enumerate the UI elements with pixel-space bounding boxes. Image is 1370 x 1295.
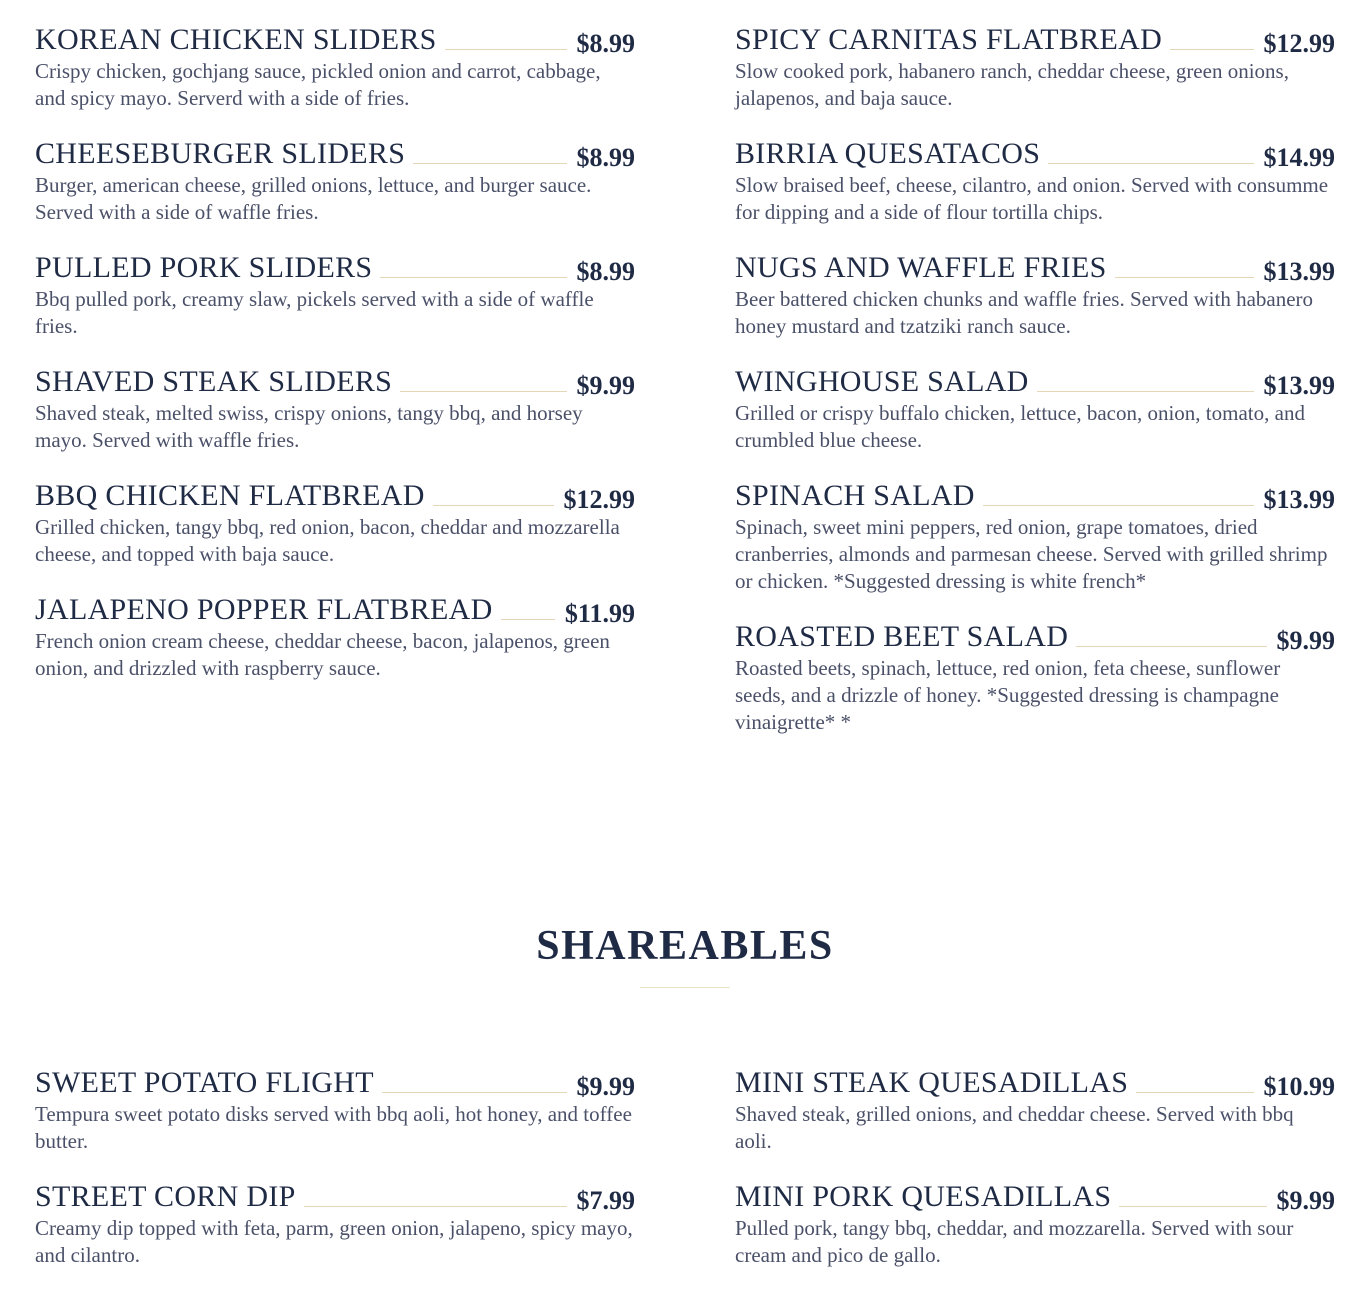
leader-line — [400, 391, 566, 392]
item-price: $9.99 — [576, 371, 635, 400]
leader-line — [983, 505, 1254, 506]
menu-item — [35, 252, 635, 340]
item-name: WINGHOUSE SALAD — [735, 365, 1029, 398]
item-name: KOREAN CHICKEN SLIDERS — [35, 23, 437, 56]
item-price: $11.99 — [564, 599, 635, 628]
item-name: CHEESEBURGER SLIDERS — [35, 137, 406, 170]
section-divider — [640, 987, 730, 988]
item-price: $12.99 — [1263, 29, 1335, 58]
item-description: Slow braised beef, cheese, cilantro, and onion. Served with consumme for dipping and a side of flour tortilla chips. — [735, 173, 1329, 224]
item-name: SPINACH SALAD — [735, 479, 975, 512]
item-description: Pulled pork, tangy bbq, cheddar, and mozzarella. Served with sour cream and pico de gallo. — [735, 1216, 1294, 1267]
item-description: Roasted beets, spinach, lettuce, red onion, feta cheese, sunflower seeds, and a drizzle of honey. *Suggested dressing is champagne vinaigrette* * — [735, 656, 1281, 734]
menu-item — [35, 24, 635, 112]
item-name: SWEET POTATO FLIGHT — [35, 1066, 374, 1099]
leader-line — [1115, 277, 1254, 278]
item-description: French onion cream cheese, cheddar cheese, bacon, jalapenos, green onion, and drizzled with raspberry sauce. — [35, 629, 610, 680]
item-description: Grilled or crispy buffalo chicken, lettuce, bacon, onion, tomato, and crumbled blue cheese. — [735, 401, 1305, 452]
item-price: $9.99 — [1276, 626, 1335, 655]
leader-line — [382, 1092, 567, 1093]
menu-item — [35, 1181, 635, 1269]
menu-item — [735, 252, 1335, 340]
leader-line — [304, 1206, 567, 1207]
menu-column-right — [735, 24, 1335, 762]
item-description: Spinach, sweet mini peppers, red onion, grape tomatoes, dried cranberries, almonds and parmesan cheese. Served with grilled shrimp or chicken. *Suggested dressing is white french* — [735, 515, 1328, 593]
item-price: $13.99 — [1263, 257, 1335, 286]
item-description: Creamy dip topped with feta, parm, green onion, jalapeno, spicy mayo, and cilantro. — [35, 1216, 633, 1267]
leader-line — [1170, 49, 1253, 50]
menu-item — [35, 594, 635, 682]
leader-line — [1076, 646, 1266, 647]
item-description: Tempura sweet potato disks served with bbq aoli, hot honey, and toffee butter. — [35, 1102, 632, 1153]
item-description: Beer battered chicken chunks and waffle fries. Served with habanero honey mustard and tzatziki ranch sauce. — [735, 287, 1314, 338]
menu-item — [735, 24, 1335, 112]
item-name: BBQ CHICKEN FLATBREAD — [35, 479, 425, 512]
leader-line — [433, 505, 554, 506]
item-description: Crispy chicken, gochjang sauce, pickled onion and carrot, cabbage, and spicy mayo. Serverd with a side of fries. — [35, 59, 601, 110]
item-name: SHAVED STEAK SLIDERS — [35, 365, 393, 398]
menu-item — [735, 1067, 1335, 1155]
item-description: Shaved steak, melted swiss, crispy onions, tangy bbq, and horsey mayo. Served with waffle fries. — [35, 401, 583, 452]
shareables-column-right — [735, 1067, 1335, 1295]
item-name: JALAPENO POPPER FLATBREAD — [35, 593, 493, 626]
leader-line — [501, 619, 555, 620]
item-price: $10.99 — [1263, 1072, 1335, 1101]
leader-line — [445, 49, 567, 50]
item-name: MINI PORK QUESADILLAS — [735, 1180, 1112, 1213]
item-price: $13.99 — [1263, 485, 1335, 514]
item-price: $9.99 — [576, 1072, 635, 1101]
item-price: $12.99 — [563, 485, 635, 514]
item-price: $8.99 — [576, 257, 635, 286]
menu-item — [35, 366, 635, 454]
item-price: $7.99 — [576, 1186, 635, 1215]
leader-line — [1048, 163, 1253, 164]
item-name: BIRRIA QUESATACOS — [735, 137, 1041, 170]
item-description: Burger, american cheese, grilled onions, lettuce, and burger sauce. Served with a side of waffle fries. — [35, 173, 592, 224]
item-name: SPICY CARNITAS FLATBREAD — [735, 23, 1163, 56]
menu-item — [35, 1067, 635, 1155]
item-name: PULLED PORK SLIDERS — [35, 251, 373, 284]
menu-item — [735, 480, 1335, 595]
item-name: ROASTED BEET SALAD — [735, 620, 1069, 653]
item-name: MINI STEAK QUESADILLAS — [735, 1066, 1129, 1099]
leader-line — [380, 277, 566, 278]
leader-line — [1136, 1092, 1253, 1093]
menu-item — [735, 138, 1335, 226]
item-price: $8.99 — [576, 143, 635, 172]
item-description: Slow cooked pork, habanero ranch, cheddar cheese, green onions, jalapenos, and baja sauce. — [735, 59, 1289, 110]
leader-line — [413, 163, 566, 164]
menu-column-left — [35, 24, 635, 708]
menu-item — [35, 138, 635, 226]
item-description: Bbq pulled pork, creamy slaw, pickels served with a side of waffle fries. — [35, 287, 594, 338]
item-name: NUGS AND WAFFLE FRIES — [735, 251, 1107, 284]
menu-item — [735, 1181, 1335, 1269]
item-description: Grilled chicken, tangy bbq, red onion, bacon, cheddar and mozzarella cheese, and topped with baja sauce. — [35, 515, 620, 566]
item-name: STREET CORN DIP — [35, 1180, 296, 1213]
item-price: $9.99 — [1276, 1186, 1335, 1215]
menu-item — [35, 480, 635, 568]
menu-item — [735, 621, 1335, 736]
item-price: $14.99 — [1263, 143, 1335, 172]
item-price: $13.99 — [1263, 371, 1335, 400]
leader-line — [1119, 1206, 1266, 1207]
item-price: $8.99 — [576, 29, 635, 58]
section-title-shareables: SHAREABLES — [536, 923, 834, 969]
item-description: Shaved steak, grilled onions, and cheddar cheese. Served with bbq aoli. — [735, 1102, 1294, 1153]
shareables-column-left — [35, 1067, 635, 1295]
menu-item — [735, 366, 1335, 454]
leader-line — [1037, 391, 1254, 392]
